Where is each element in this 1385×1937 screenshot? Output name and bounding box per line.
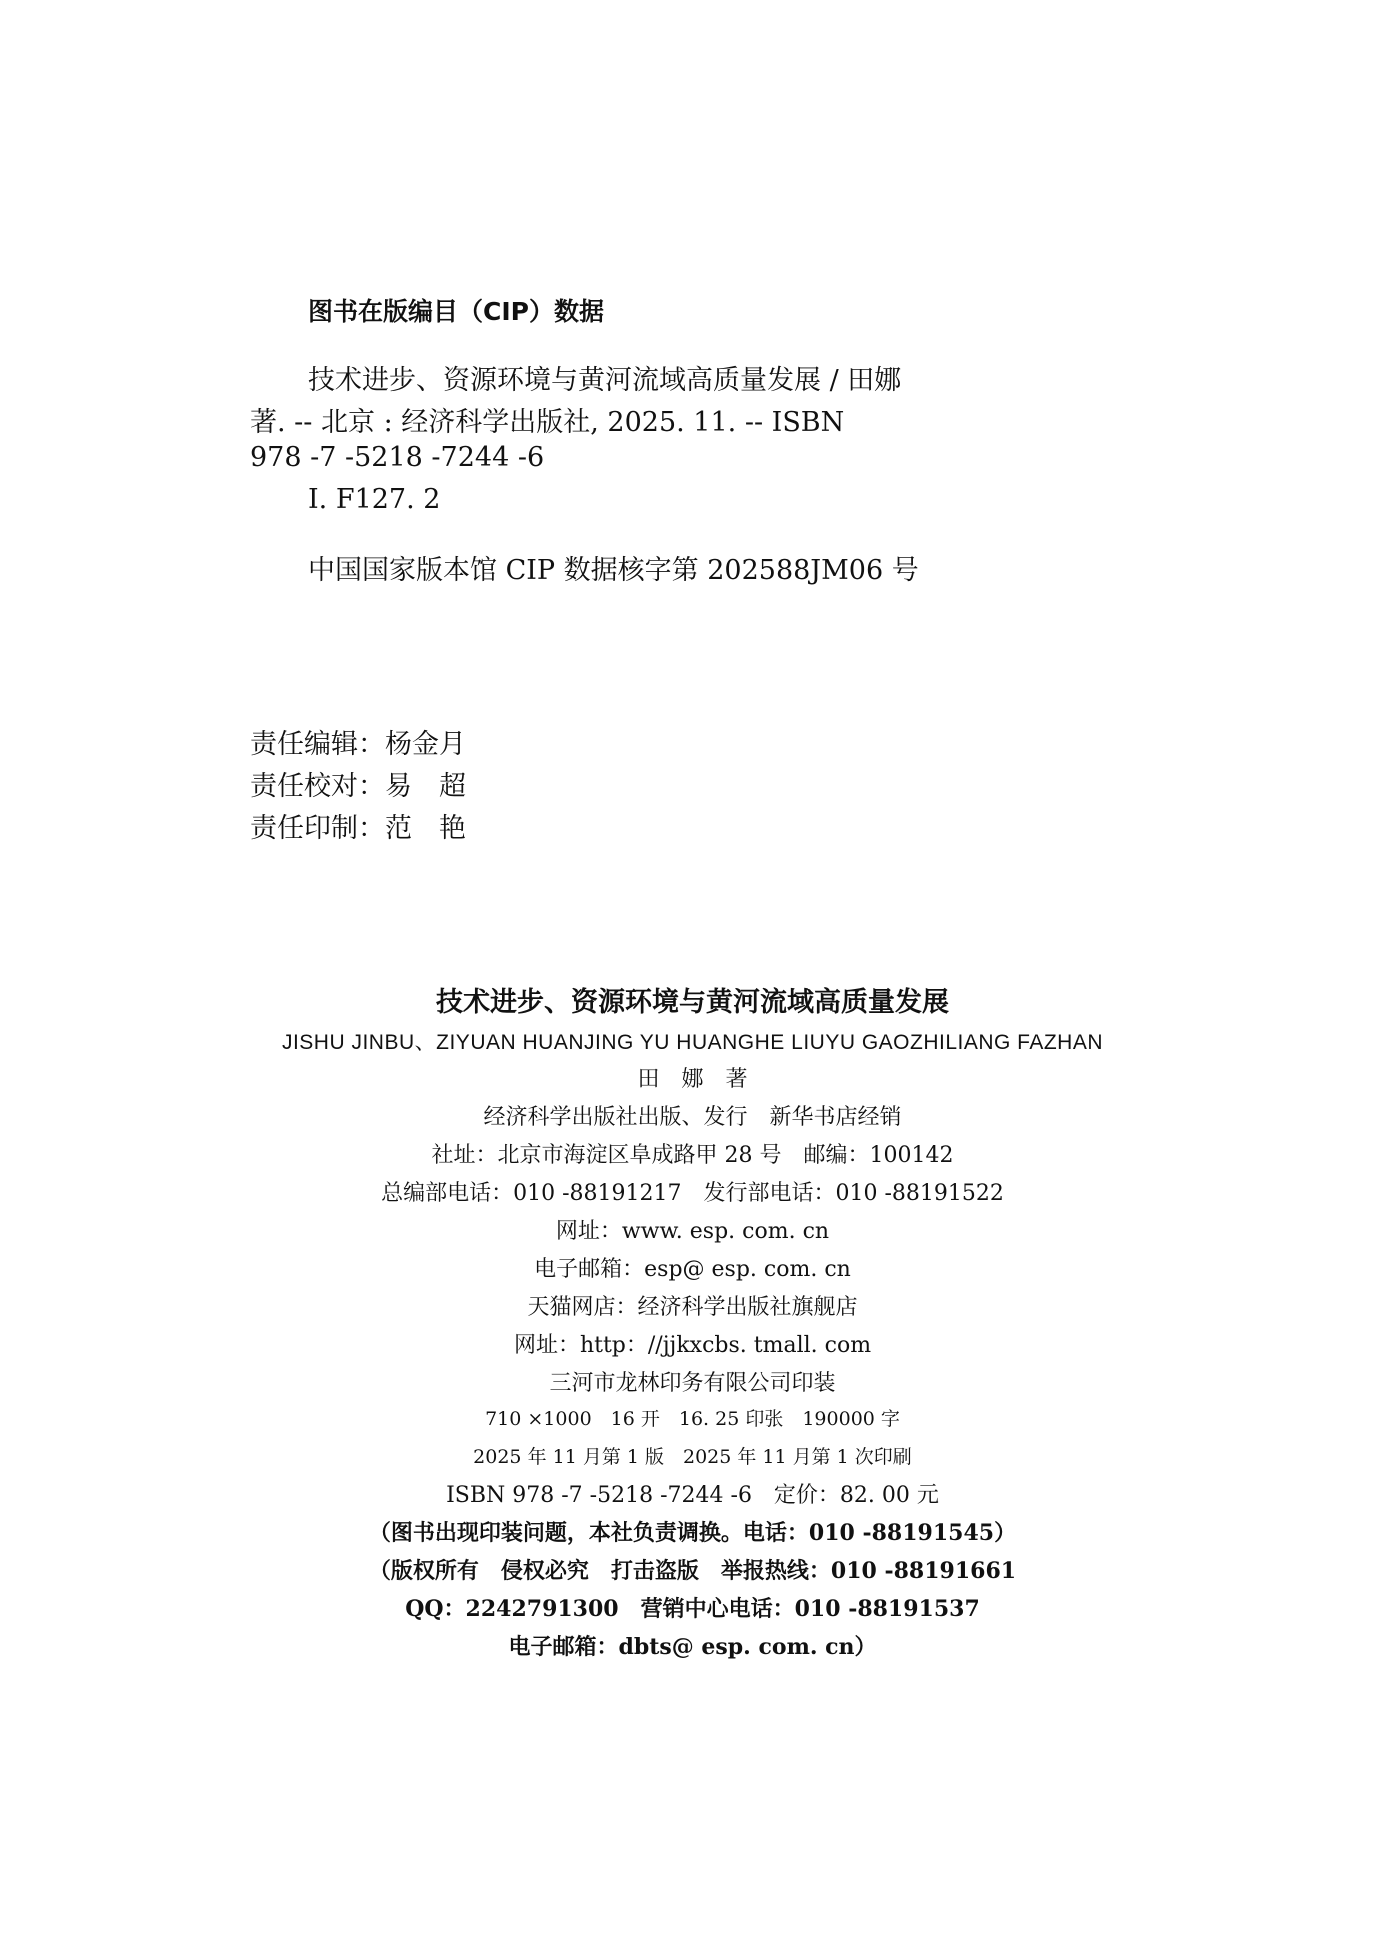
book-title-pinyin: JISHU JINBU、ZIYUAN HUANJING YU HUANGHE LIUYU GAOZHILIANG FAZHAN xyxy=(281,1031,1104,1054)
website: 网址：www. esp. com. cn xyxy=(555,1219,830,1244)
address: 社址：北京市海淀区阜成路甲 28 号 邮编：100142 xyxy=(431,1143,954,1168)
notice-replacement: （图书出现印装问题，本社负责调换。电话：010 -88191545） xyxy=(368,1520,1017,1546)
cip-record-line-3: 978 -7 -5218 -7244 -6 xyxy=(250,442,545,473)
cip-classification: Ⅰ. F127. 2 xyxy=(308,484,441,515)
email: 电子邮箱：esp@ esp. com. cn xyxy=(534,1257,851,1282)
format-info: 710 ×1000 16 开 16. 25 印张 190000 字 xyxy=(485,1408,900,1430)
notice-email: 电子邮箱：dbts@ esp. com. cn） xyxy=(508,1634,877,1660)
printer: 三河市龙林印务有限公司印装 xyxy=(549,1371,836,1396)
author: 田 娜 著 xyxy=(637,1067,748,1092)
edition-info: 2025 年 11 月第 1 版 2025 年 11 月第 1 次印刷 xyxy=(473,1446,912,1468)
tmall-url: 网址：http：//jjkxcbs. tmall. com xyxy=(513,1333,872,1358)
cip-record-line-1: 技术进步、资源环境与黄河流域高质量发展 / 田娜 xyxy=(308,365,902,396)
tmall-store: 天猫网店：经济科学出版社旗舰店 xyxy=(527,1295,858,1320)
cip-heading: 图书在版编目（CIP）数据 xyxy=(308,297,604,326)
staff-proofreader: 责任校对：易 超 xyxy=(250,771,466,802)
staff-editor: 责任编辑：杨金月 xyxy=(250,729,466,760)
notice-copyright: （版权所有 侵权必究 打击盗版 举报热线：010 -88191661 xyxy=(368,1558,1017,1584)
phones: 总编部电话：010 -88191217 发行部电话：010 -88191522 xyxy=(381,1181,1004,1206)
isbn-price: ISBN 978 -7 -5218 -7244 -6 定价：82. 00 元 xyxy=(446,1483,939,1508)
cip-approval-number: 中国国家版本馆 CIP 数据核字第 202588JM06 号 xyxy=(308,555,919,586)
book-title: 技术进步、资源环境与黄河流域高质量发展 xyxy=(436,987,949,1018)
cip-record-line-2: 著. -- 北京 : 经济科学出版社, 2025. 11. -- ISBN xyxy=(250,407,845,438)
notice-qq-marketing: QQ：2242791300 营销中心电话：010 -88191537 xyxy=(405,1596,980,1622)
staff-printing: 责任印制：范 艳 xyxy=(250,813,466,844)
publisher: 经济科学出版社出版、发行 新华书店经销 xyxy=(483,1105,902,1130)
